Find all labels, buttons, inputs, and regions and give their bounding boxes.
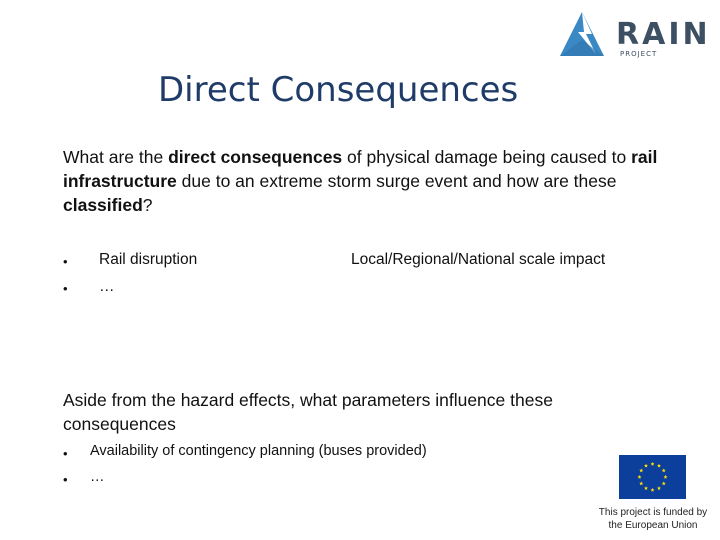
q1-text-3: due to an extreme storm surge event and how are these	[176, 171, 617, 191]
list1-item-left: Rail disruption	[99, 251, 198, 268]
q1-text-4: ?	[142, 195, 153, 215]
list1-item-right: Local/Regional/National scale impact	[351, 251, 606, 268]
list2-bullet: •	[63, 472, 68, 487]
logo-subtitle: PROJECT	[620, 50, 658, 58]
list2-item: Availability of contingency planning (buses provided)	[90, 443, 427, 459]
eu-funding-caption	[590, 506, 716, 532]
question-1	[63, 145, 703, 217]
q1-bold-2: rail infrastructure	[63, 147, 658, 191]
q1-bold-1: direct consequences	[168, 147, 343, 167]
eu-caption-line-2: the European Union	[608, 520, 698, 531]
logo-wordmark: RAIN	[616, 17, 711, 52]
eu-caption-line-1: This project is funded by	[598, 507, 708, 518]
eu-flag-icon	[619, 455, 686, 499]
list1-bullet: •	[63, 281, 68, 296]
q1-text-2: of physical damage being caused to	[342, 147, 632, 167]
list1-bullet: •	[63, 254, 68, 269]
q1-text-1: What are the	[63, 147, 169, 167]
question-2: Aside from the hazard effects, what parameters influence these consequences	[63, 390, 553, 434]
list1-item-left: …	[99, 278, 115, 295]
page-title: Direct Consequences	[158, 70, 519, 110]
list2-bullet: •	[63, 446, 68, 461]
q1-bold-3: classified	[63, 195, 143, 215]
list2-item: …	[90, 469, 105, 485]
rain-drop-icon	[552, 10, 612, 66]
rain-project-logo	[552, 8, 718, 66]
